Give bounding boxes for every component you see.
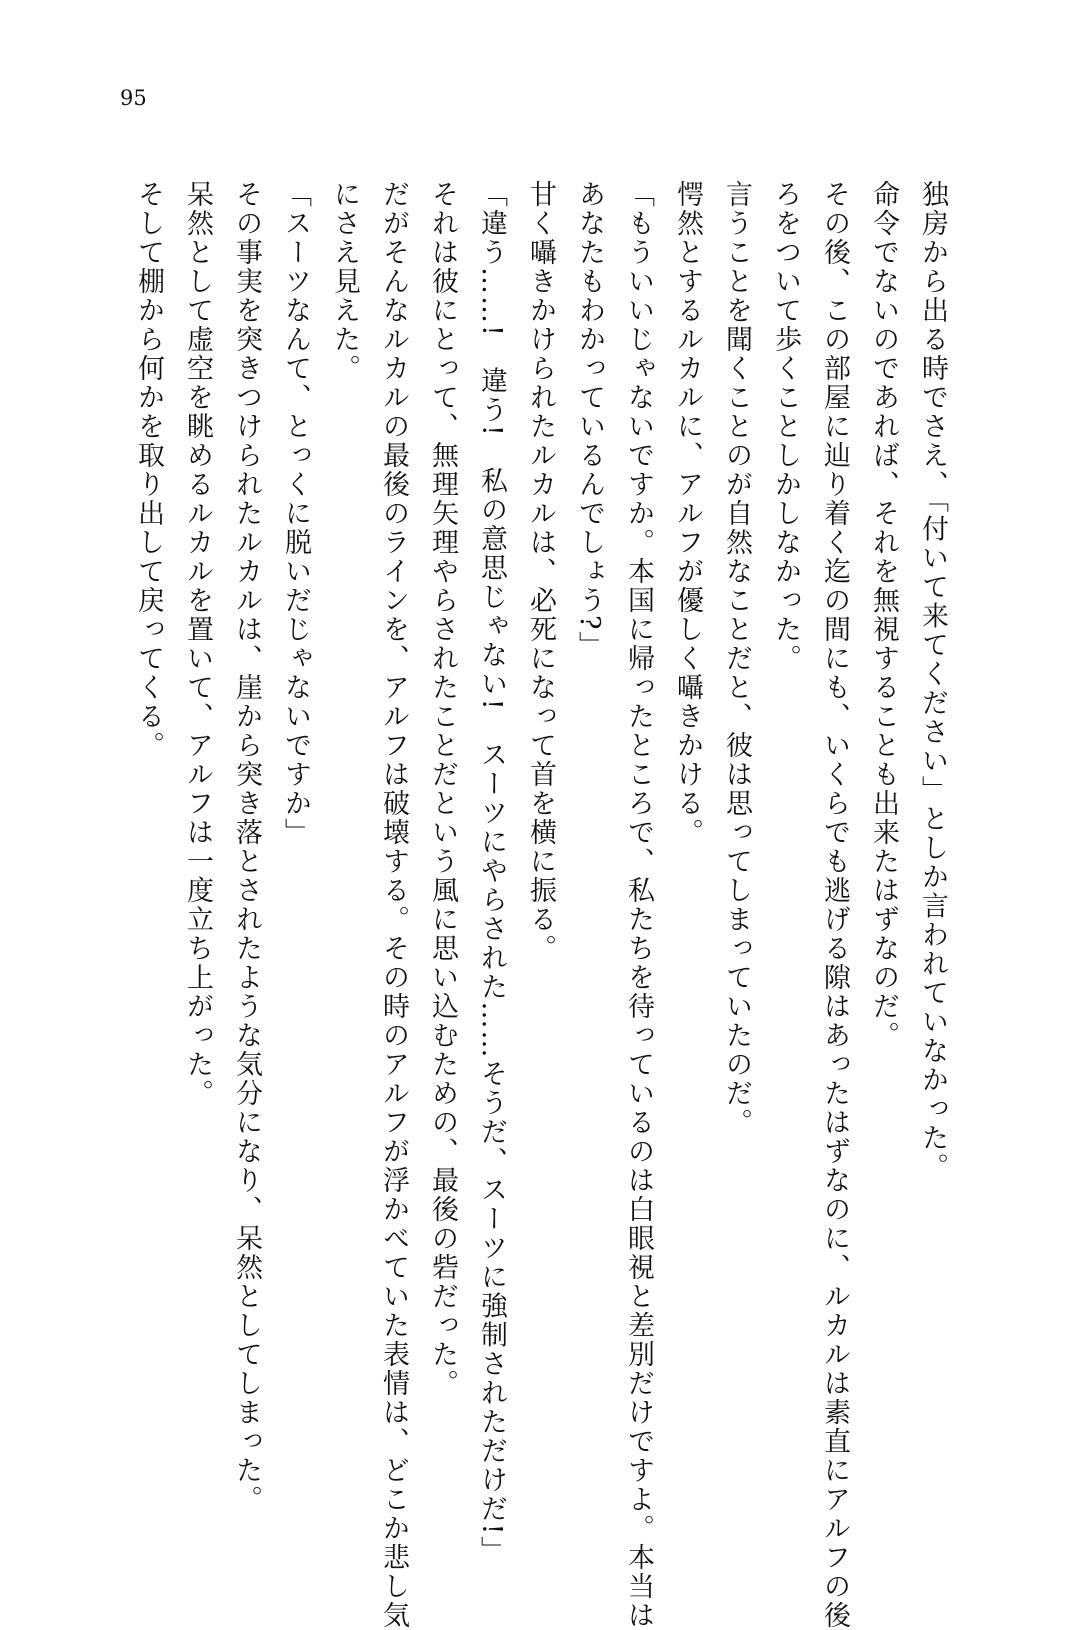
text-line: あなたもわかっているんでしょう?」 <box>574 180 605 661</box>
text-line: 呆然として虚空を眺めるルカルを置いて、アルフは一度立ち上がった。 <box>182 180 213 1108</box>
page-number: 95 <box>120 86 147 110</box>
text-line: 「違う……! 違う! 私の意思じゃない! スーツにやらされた……そうだ、スーツに強制されただけだ!」 <box>476 180 507 1566</box>
text-line: 言うことを聞くことのが自然なことだと、彼は思ってしまっていたのだ。 <box>721 180 752 1137</box>
vertical-text-body <box>124 180 957 1630</box>
text-line: 命令でないのであれば、それを無視することも出来たはずなのだ。 <box>868 180 899 1050</box>
text-line: 甘く囁きかけられたルカルは、必死になって首を横に振る。 <box>525 180 556 963</box>
text-line: 独房から出る時でさえ、「付いて来てください」としか言われていなかった。 <box>917 180 948 1182</box>
text-line: だがそんなルカルの最後のラインを、アルフは破壊する。その時のアルフが浮かべていた表情は、どこか悲し気 <box>378 180 409 1630</box>
text-line: 「スーツなんて、とっくに脱いだじゃないですか」 <box>280 180 311 847</box>
text-line: 愕然とするルカルに、アルフが優しく囁きかける。 <box>672 180 703 847</box>
text-line: ろをついて歩くことしかしなかった。 <box>770 180 801 673</box>
text-line: そして棚から何かを取り出して戻ってくる。 <box>133 180 164 760</box>
text-line: 「もういいじゃないですか。本国に帰ったところで、私たちを待っているのは白眼視と差別だけですよ。本当は <box>623 180 654 1630</box>
text-line: それは彼にとって、無理矢理やらされたことだという風に思い込むための、最後の砦だった。 <box>427 180 458 1398</box>
text-line: にさえ見えた。 <box>329 180 360 383</box>
text-line: その事実を突きつけられたルカルは、崖から突き落とされたような気分になり、呆然としてしまった。 <box>231 180 262 1514</box>
text-line: その後、この部屋に辿り着く迄の間にも、いくらでも逃げる隙はあったはずなのに、ルカルは素直にアルフの後 <box>819 180 850 1630</box>
